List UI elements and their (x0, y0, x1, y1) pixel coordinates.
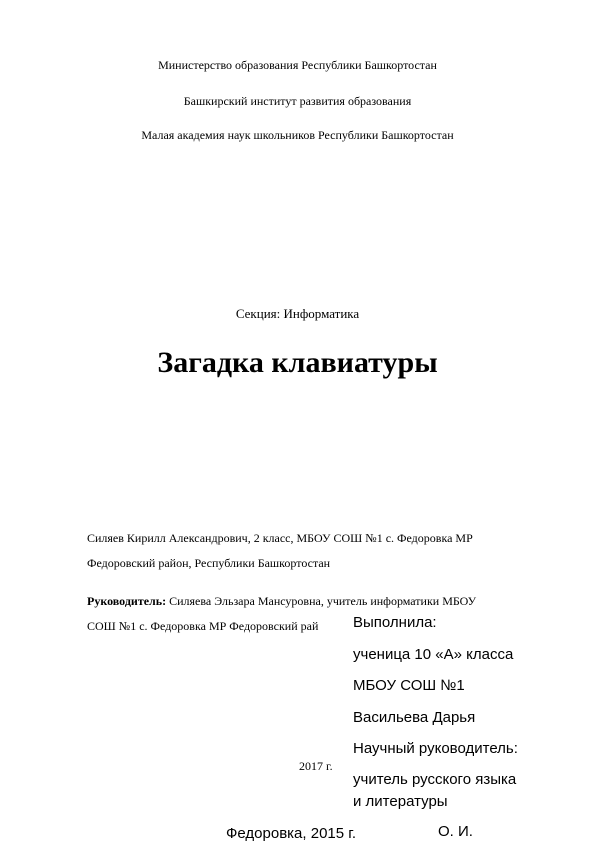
year-label: 2017 г. (299, 759, 333, 773)
supervisor-line-2: СОШ №1 с. Федоровка МР Федоровский рай (87, 619, 319, 633)
overlay-completed-by: Выполнила: (353, 614, 437, 631)
author-paragraph (87, 526, 553, 576)
ministry-line: Министерство образования Республики Башкортостан (158, 58, 437, 72)
author-line-1: Силяев Кирилл Александрович, 2 класс, МБОУ СОШ №1 с. Федоровка МР (87, 531, 473, 545)
supervisor-line-1: Силяева Эльзара Мансуровна, учитель информатики МБОУ (166, 594, 477, 608)
overlay-initials: О. И. (438, 823, 473, 840)
overlay-teacher-role: учитель русского языка (353, 771, 517, 788)
supervisor-label: Руководитель: (87, 594, 167, 608)
overlay-student-class: ученица 10 «А» класса (353, 646, 514, 663)
overlay-subject: и литературы (353, 793, 448, 810)
overlay-school: МБОУ СОШ №1 (353, 677, 465, 694)
academy-line: Малая академия наук школьников Республики Башкортостан (141, 128, 454, 142)
city-year: Федоровка, 2015 г. (226, 825, 357, 842)
supervisor-paragraph (87, 589, 553, 639)
page-title: Загадка клавиатуры (157, 346, 438, 379)
author-line-2: Федоровский район, Республики Башкортостан (87, 556, 331, 570)
institute-line: Башкирский институт развития образования (183, 94, 412, 108)
overlay-student-name: Васильева Дарья (353, 709, 476, 726)
section-label: Секция: Информатика (235, 306, 360, 321)
overlay-scientific-supervisor: Научный руководитель: (353, 740, 518, 757)
